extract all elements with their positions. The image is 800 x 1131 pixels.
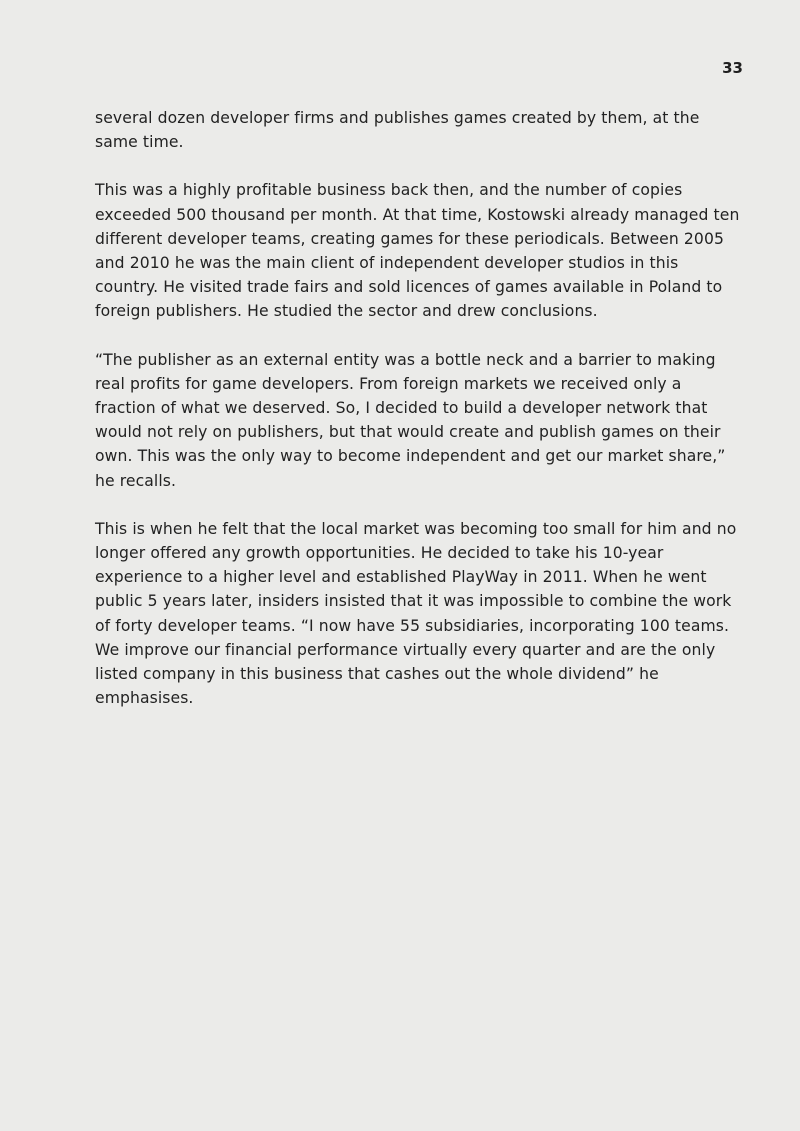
paragraph: This was a highly profitable business back then, and the number of copies exceeded 500 thousand per month. At that time, Kostowski already managed ten different developer teams, creating games for these periodicals. Between 2005 and 2010 he was the main client of independent developer studios in this country. He visited trade fairs and sold licences of games available in Poland to foreign publishers. He studied the sector and drew conclusions.	[95, 181, 740, 321]
page-number: 33	[722, 59, 743, 77]
paragraph: This is when he felt that the local market was becoming too small for him and no longer offered any growth opportunities. He decided to take his 10-year experience to a higher level and established PlayWay in 2011. When he went public 5 years later, insiders insisted that it was impossible to combine the work of forty developer teams. “I now have 55 subsidiaries, incorporating 100 teams. We improve our financial performance virtually every quarter and are the only listed company in this business that cashes out the whole dividend” he emphasises.	[95, 519, 737, 708]
article-body	[95, 106, 745, 710]
paragraph: “The publisher as an external entity was a bottle neck and a barrier to making real profits for game developers. From foreign markets we received only a fraction of what we deserved. So, I decided to build a developer network that would not rely on publishers, but that would create and publish games on their own. This was the only way to become independent and get our market share,” he recalls.	[95, 350, 726, 490]
paragraph: several dozen developer firms and publishes games created by them, at the same time.	[95, 109, 700, 152]
